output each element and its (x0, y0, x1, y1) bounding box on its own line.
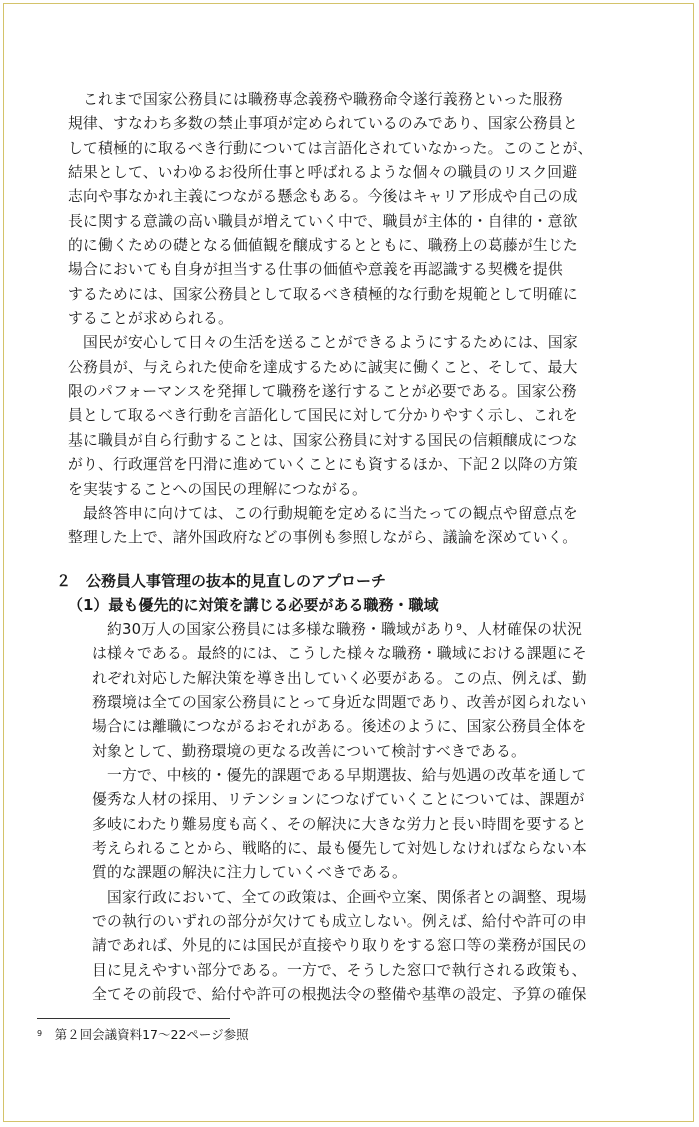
text-line: 公務員が、与えられた使命を達成するために誠実に働くこと、そして、最大 (68, 358, 578, 376)
text-line: 志向や事なかれ主義につながる懸念もある。今後はキャリア形成や自己の成 (68, 188, 578, 206)
text-line: 規律、すなわち多数の禁止事項が定められているのみであり、国家公務員と (68, 115, 578, 133)
text-line: 最終答申に向けては、この行動規範を定めるに当たっての観点や留意点を (68, 504, 578, 522)
text-line: 場合には離職につながるおそれがある。後述のように、国家公務員全体を (92, 718, 587, 736)
paragraph-code-of-conduct (68, 88, 676, 331)
text-line: 的に働くための礎となる価値観を醸成するとともに、職務上の葛藤が生じた (68, 237, 578, 255)
text-line: 整理した上で、諸外国政府などの事例も参照しながら、議論を深めていく。 (68, 529, 578, 547)
text-line: 対象として、勤務環境の更なる改善について検討すべきである。 (92, 742, 527, 760)
text-line: 長に関する意識の高い職員が増えていく中で、職員が主体的・自律的・意欲 (68, 212, 578, 230)
subsection-heading: （1）最も優先的に対策を講じる必要がある職務・職域 (68, 596, 439, 614)
text-line: がり、行政運営を円滑に進めていくことにも資するほか、下記２以降の方策 (68, 456, 578, 474)
text-line: して積極的に取るべき行動については言語化されていなかった。このことが、 (68, 139, 593, 157)
text-segment: 約30万人の国家公務員には多様な職務・職域があり (92, 621, 457, 638)
text-line: 基に職員が自ら行動することは、国家公務員に対する国民の信頼醸成につな (68, 431, 578, 449)
text-line: 考えられることから、戦略的に、最も優先して対処しなければならない本 (92, 840, 587, 858)
text-line: 限のパフォーマンスを発揮して職務を遂行することが必要である。国家公務 (68, 383, 577, 401)
text-line: 請であれば、外見的には国民が直接やり取りをする窓口等の業務が国民の (92, 937, 587, 955)
text-line: することが求められる。 (68, 310, 233, 328)
text-line: 国家行政において、全ての政策は、企画や立案、関係者との調整、現場 (92, 888, 587, 906)
footnote-marker: 9 (37, 1029, 43, 1038)
footnote-divider (37, 1018, 230, 1019)
text-line: するためには、国家公務員として取るべき積極的な行動を規範として明確に (68, 285, 578, 303)
text-segment: 、人材確保の状況 (462, 621, 583, 638)
text-line: 務環境は全ての国家公務員にとって身近な問題であり、改善が図られない (92, 694, 587, 712)
paragraph-public-trust (68, 331, 676, 501)
text-line: 員として取るべき行動を言語化して国民に対して分かりやすく示し、これを (68, 407, 578, 425)
section-heading: ２ 公務員人事管理の抜本的見直しのアプローチ (56, 572, 387, 590)
text-line: 国民が安心して日々の生活を送ることができるようにするためには、国家 (68, 334, 578, 352)
paragraph-final-report (68, 502, 676, 551)
text-line: は様々である。最終的には、こうした様々な職務・職域における課題にそ (92, 645, 587, 663)
document-page (3, 3, 694, 1122)
text-line: 優秀な人材の採用、リテンションにつなげていくことについては、課題が (92, 791, 585, 809)
text-line: 全てその前段で、給付や許可の根拠法令の整備や基準の設定、予算の確保 (92, 986, 587, 1004)
text-line (92, 618, 682, 642)
text-line: 一方で、中核的・優先的課題である早期選抜、給与処遇の改革を通して (92, 767, 587, 785)
text-line: を実装することへの国民の理解につながる。 (68, 480, 368, 498)
text-line: 場合においても自身が担当する仕事の価値や意義を再認識する契機を提供 (68, 261, 563, 279)
text-line: 目に見えやすい部分である。一方で、そうした窓口で執行される政策も、 (92, 961, 587, 979)
footnote (37, 1026, 249, 1044)
footnote-reference[interactable]: 9 (456, 623, 463, 633)
text-line: これまで国家公務員には職務専念義務や職務命令遂行義務といった服務 (68, 91, 563, 108)
intro-text (68, 88, 676, 551)
text-line: 質的な課題の解決に注力していくべきである。 (92, 864, 407, 882)
text-line: での執行のいずれの部分が欠けても成立しない。例えば、給付や許可の申 (92, 913, 587, 931)
text-line: 結果として、いわゆるお役所仕事と呼ばれるような個々の職員のリスク回避 (68, 164, 578, 182)
subsection-text (92, 618, 682, 1008)
footnote-text: 第２回会議資料17〜22ページ参照 (42, 1027, 249, 1042)
text-line: 多岐にわたり難易度も高く、その解決に大きな労力と長い時間を要すると (92, 815, 587, 833)
text-line: れぞれ対応した解決策を導き出していく必要がある。この点、例えば、勤 (92, 669, 587, 687)
